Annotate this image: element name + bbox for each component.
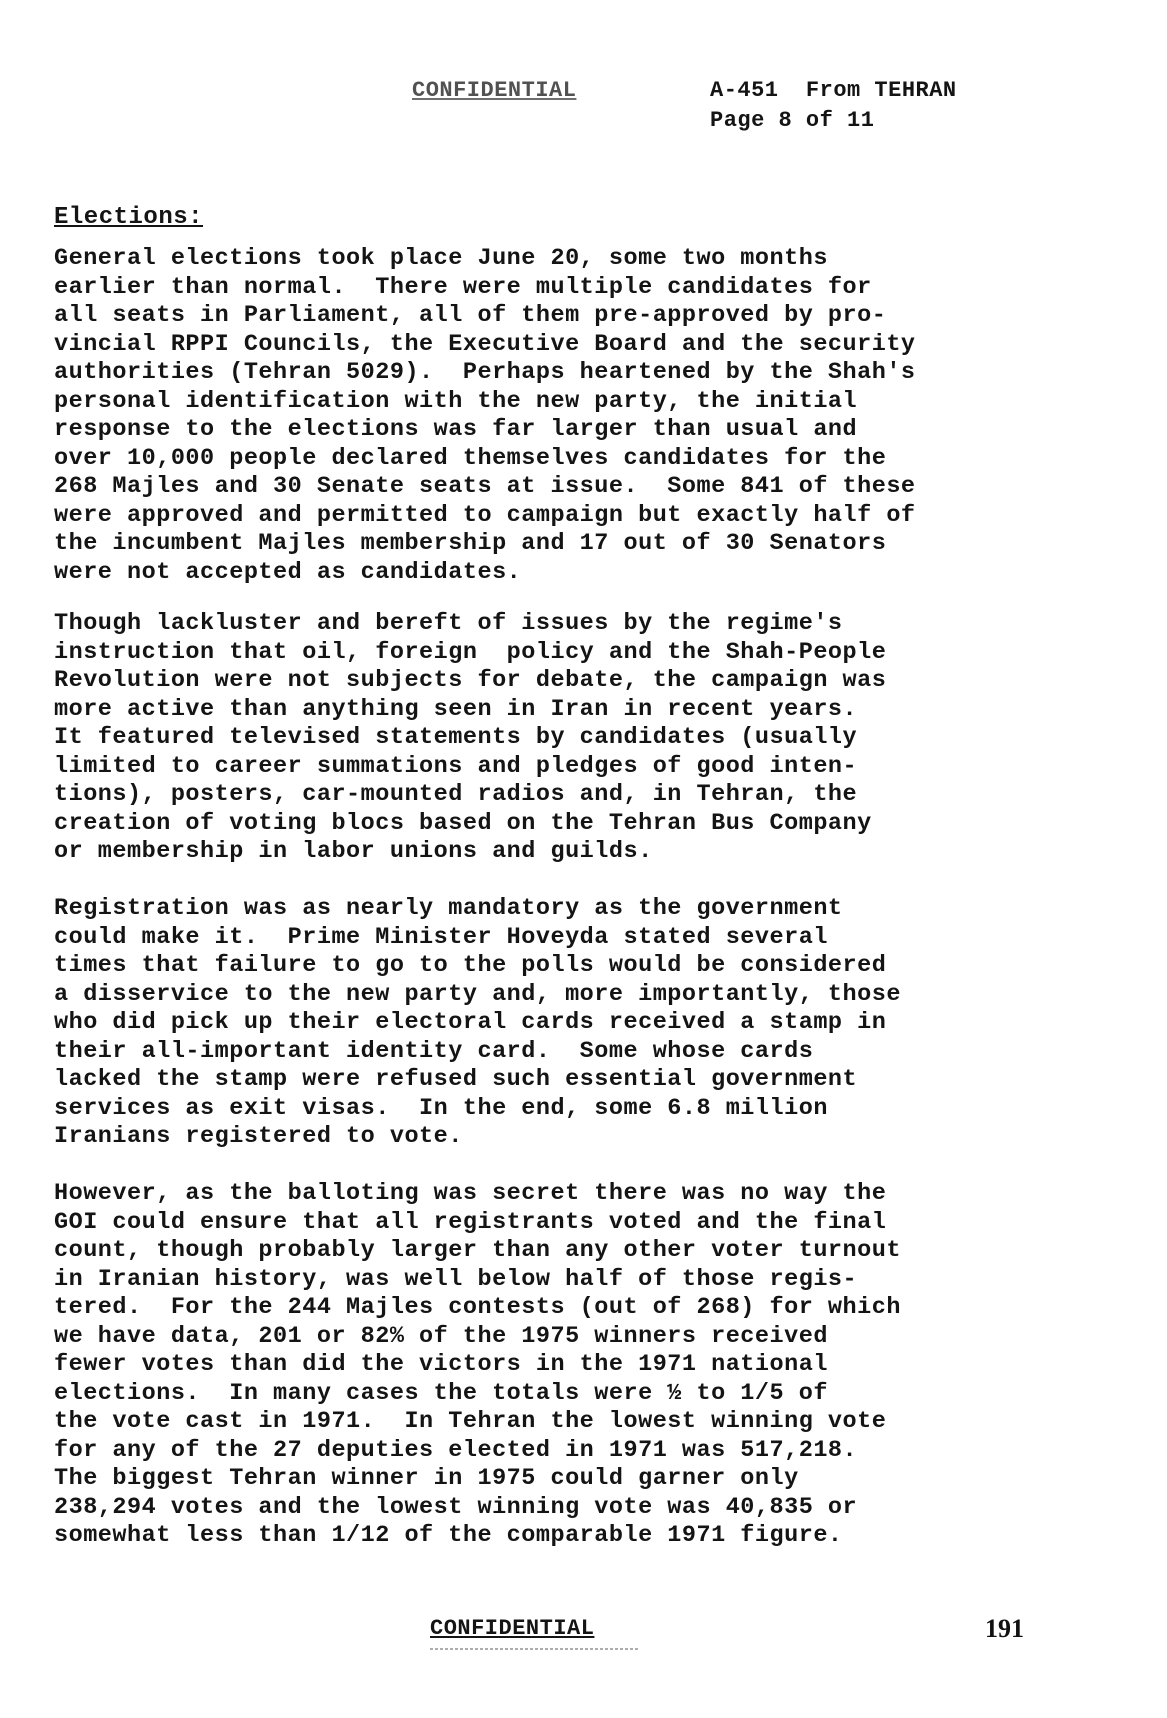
header-reference-line-1: A-451 From TEHRAN <box>710 78 957 103</box>
paragraph-3: Registration was as nearly mandatory as the government could make it. Prime Minister Hoveyda stated several times that failure to go to the polls would be considered a disservice to the new party and, more importantly, those who did pick up their electoral cards received a stamp in their all-important identity card. Some whose cards lacked the stamp were refused such essential government services as exit visas. In the end, some 6.8 million Iranians registered to vote. <box>54 895 901 1150</box>
paragraph-4: However, as the balloting was secret there was no way the GOI could ensure that all registrants voted and the final count, though probably larger than any other voter turnout in Iranian history, was well below half of those regis- tered. For the 244 Majles contests (out of 268) for which we have data, 201 or 82% of the 1975 winners received fewer votes than did the victors in the 1971 national elections. In many cases the totals were ½ to 1/5 of the vote cast in 1971. In Tehran the lowest winning vote for any of the 27 deputies elected in 1971 was 517,218. The biggest Tehran winner in 1975 could garner only 238,294 votes and the lowest winning vote was 40,835 or somewhat less than 1/12 of the comparable 1971 figure. <box>54 1180 901 1549</box>
paragraph-2: Though lackluster and bereft of issues by the regime's instruction that oil, foreign policy and the Shah-People Revolution were not subjects for debate, the campaign was more active than anything seen in Iran in recent years. It featured televised statements by candidates (usually limited to career summations and pledges of good inten- tions), posters, car-mounted radios and, in Tehran, the creation of voting blocs based on the Tehran Bus Company or membership in labor unions and guilds. <box>54 610 887 865</box>
paragraph-1: General elections took place June 20, some two months earlier than normal. There were multiple candidates for all seats in Parliament, all of them pre-approved by pro- vincial RPPI Councils, the Executive Board and the security authorities (Tehran 5029). Perhaps heartened by the Shah's personal identification with the new party, the initial response to the elections was far larger than usual and over 10,000 people declared themselves candidates for the 268 Majles and 30 Senate seats at issue. Some 841 of these were approved and permitted to campaign but exactly half of the incumbent Majles membership and 17 out of 30 Senators were not accepted as candidates. <box>54 245 916 586</box>
footer-stamp-rule <box>430 1648 640 1650</box>
header-reference <box>710 76 957 136</box>
page-number: 191 <box>985 1614 1024 1643</box>
header-classification-stamp: CONFIDENTIAL <box>412 78 577 103</box>
section-heading: Elections: <box>54 204 204 231</box>
header-reference-line-2: Page 8 of 11 <box>710 108 875 133</box>
footer-classification-stamp: CONFIDENTIAL <box>430 1616 595 1641</box>
